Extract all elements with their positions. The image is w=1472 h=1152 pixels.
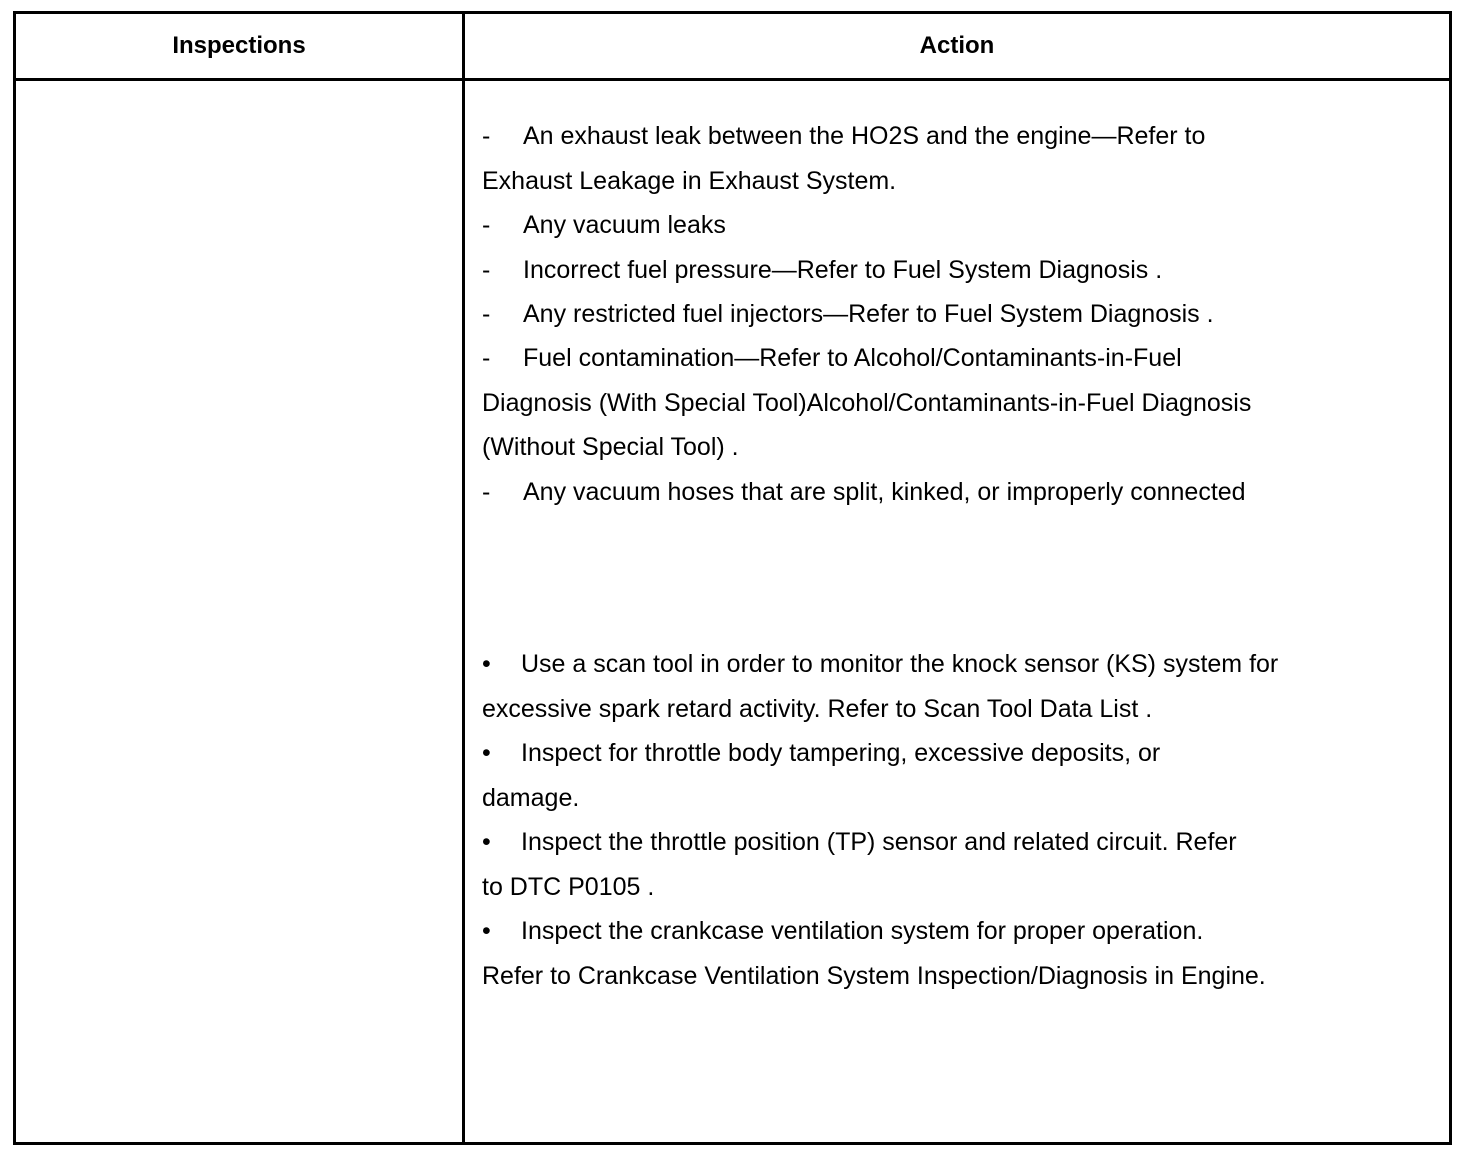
action-text: Inspect the crankcase ventilation system for proper operation. xyxy=(521,917,1204,945)
action-line xyxy=(482,432,739,462)
dash-marker: - xyxy=(482,211,491,239)
action-line xyxy=(482,343,1182,373)
action-text: Inspect for throttle body tampering, excessive deposits, or xyxy=(521,739,1161,767)
action-line xyxy=(482,872,654,902)
action-text: damage. xyxy=(482,784,580,812)
column-divider xyxy=(462,11,465,1142)
dash-marker: - xyxy=(482,256,491,284)
dash-marker: - xyxy=(482,344,491,372)
action-text: An exhaust leak between the HO2S and the engine—Refer to xyxy=(523,122,1206,150)
action-text: Refer to Crankcase Ventilation System Inspection/Diagnosis in Engine. xyxy=(482,962,1266,990)
header-divider xyxy=(13,78,1449,81)
action-line xyxy=(482,738,1160,768)
action-line xyxy=(482,388,1251,418)
dash-marker: - xyxy=(482,478,491,506)
action-line xyxy=(482,783,579,813)
action-line xyxy=(482,961,1266,991)
action-text: Incorrect fuel pressure—Refer to Fuel System Diagnosis . xyxy=(523,256,1163,284)
action-line xyxy=(482,827,1237,857)
action-text: Any restricted fuel injectors—Refer to Fuel System Diagnosis . xyxy=(523,300,1214,328)
bullet-icon: • xyxy=(482,650,491,678)
action-line xyxy=(482,649,1278,679)
action-text: Inspect the throttle position (TP) sensor and related circuit. Refer xyxy=(521,828,1237,856)
action-line xyxy=(482,477,1246,507)
action-text: Use a scan tool in order to monitor the knock sensor (KS) system for xyxy=(521,650,1279,678)
action-text: Exhaust Leakage in Exhaust System. xyxy=(482,167,897,195)
dash-marker: - xyxy=(482,122,491,150)
action-line xyxy=(482,916,1203,946)
action-text: Diagnosis (With Special Tool)Alcohol/Contaminants-in-Fuel Diagnosis xyxy=(482,389,1252,417)
action-line xyxy=(482,166,896,196)
action-line xyxy=(482,255,1162,285)
bullet-icon: • xyxy=(482,917,491,945)
action-text: Any vacuum hoses that are split, kinked, or improperly connected xyxy=(523,478,1246,506)
action-line xyxy=(482,299,1214,329)
action-text: to DTC P0105 . xyxy=(482,873,655,901)
header-inspections: Inspections xyxy=(172,32,306,59)
bullet-icon: • xyxy=(482,739,491,767)
bullet-icon: • xyxy=(482,828,491,856)
action-text: Any vacuum leaks xyxy=(523,211,726,239)
action-text: excessive spark retard activity. Refer to Scan Tool Data List . xyxy=(482,695,1153,723)
dash-marker: - xyxy=(482,300,491,328)
action-line xyxy=(482,694,1152,724)
header-action: Action xyxy=(919,32,995,59)
action-line xyxy=(482,210,726,240)
action-line xyxy=(482,121,1205,151)
action-text: Fuel contamination—Refer to Alcohol/Contaminants-in-Fuel xyxy=(523,344,1182,372)
action-text: (Without Special Tool) . xyxy=(482,433,739,461)
